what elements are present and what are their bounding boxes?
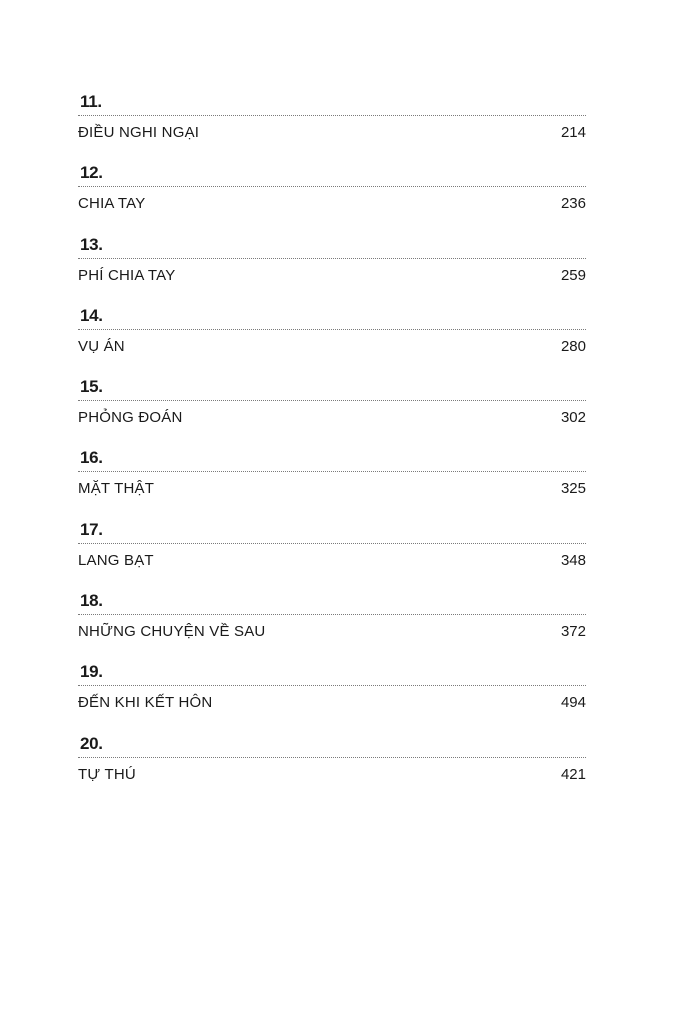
chapter-title: NHỮNG CHUYỆN VỀ SAU — [78, 623, 266, 641]
chapter-title: PHÍ CHIA TAY — [78, 266, 176, 284]
chapter-number: 19. — [80, 662, 103, 682]
toc-entry — [78, 662, 586, 733]
page-number: 348 — [560, 551, 586, 569]
chapter-title: LANG BẠT — [78, 551, 154, 569]
chapter-title: MẶT THẬT — [78, 480, 155, 498]
page-number: 280 — [560, 337, 586, 355]
dotted-divider — [78, 258, 586, 259]
dotted-divider — [78, 115, 586, 116]
page-number: 259 — [560, 266, 586, 284]
page-number: 214 — [560, 124, 586, 141]
chapter-number: 16. — [80, 448, 103, 468]
toc-entry — [78, 520, 586, 591]
page-number: 325 — [560, 480, 586, 498]
dotted-divider — [78, 685, 586, 686]
chapter-title: TỰ THÚ — [78, 765, 136, 783]
toc-entry — [78, 377, 586, 448]
chapter-number: 17. — [80, 519, 103, 539]
dotted-divider — [78, 614, 586, 615]
toc-entry — [78, 92, 586, 163]
dotted-divider — [78, 757, 586, 758]
dotted-divider — [78, 329, 586, 330]
page-number: 372 — [560, 623, 586, 641]
page-number: 421 — [560, 765, 586, 783]
toc-entry — [78, 734, 586, 805]
page-number: 494 — [560, 694, 586, 712]
chapter-number: 18. — [80, 591, 103, 611]
chapter-number: 12. — [80, 163, 103, 183]
chapter-number: 15. — [80, 377, 103, 397]
chapter-title: ĐIỀU NGHI NGẠI — [78, 124, 200, 141]
chapter-title: PHỎNG ĐOÁN — [78, 409, 183, 427]
toc-entry — [78, 448, 586, 519]
toc-entry — [78, 591, 586, 662]
toc-entry — [78, 163, 586, 234]
dotted-divider — [78, 400, 586, 401]
dotted-divider — [78, 186, 586, 187]
dotted-divider — [78, 543, 586, 544]
table-of-contents — [78, 92, 586, 805]
page-number: 302 — [560, 409, 586, 427]
chapter-number: 11. — [80, 92, 102, 111]
chapter-number: 13. — [80, 234, 103, 254]
toc-entry — [78, 235, 586, 306]
chapter-title: CHIA TAY — [78, 195, 146, 213]
page-number: 236 — [560, 195, 586, 213]
chapter-title: VỤ ÁN — [78, 337, 125, 355]
dotted-divider — [78, 471, 586, 472]
chapter-title: ĐẾN KHI KẾT HÔN — [78, 694, 213, 712]
chapter-number: 20. — [80, 733, 103, 753]
chapter-number: 14. — [80, 305, 103, 325]
toc-entry — [78, 306, 586, 377]
